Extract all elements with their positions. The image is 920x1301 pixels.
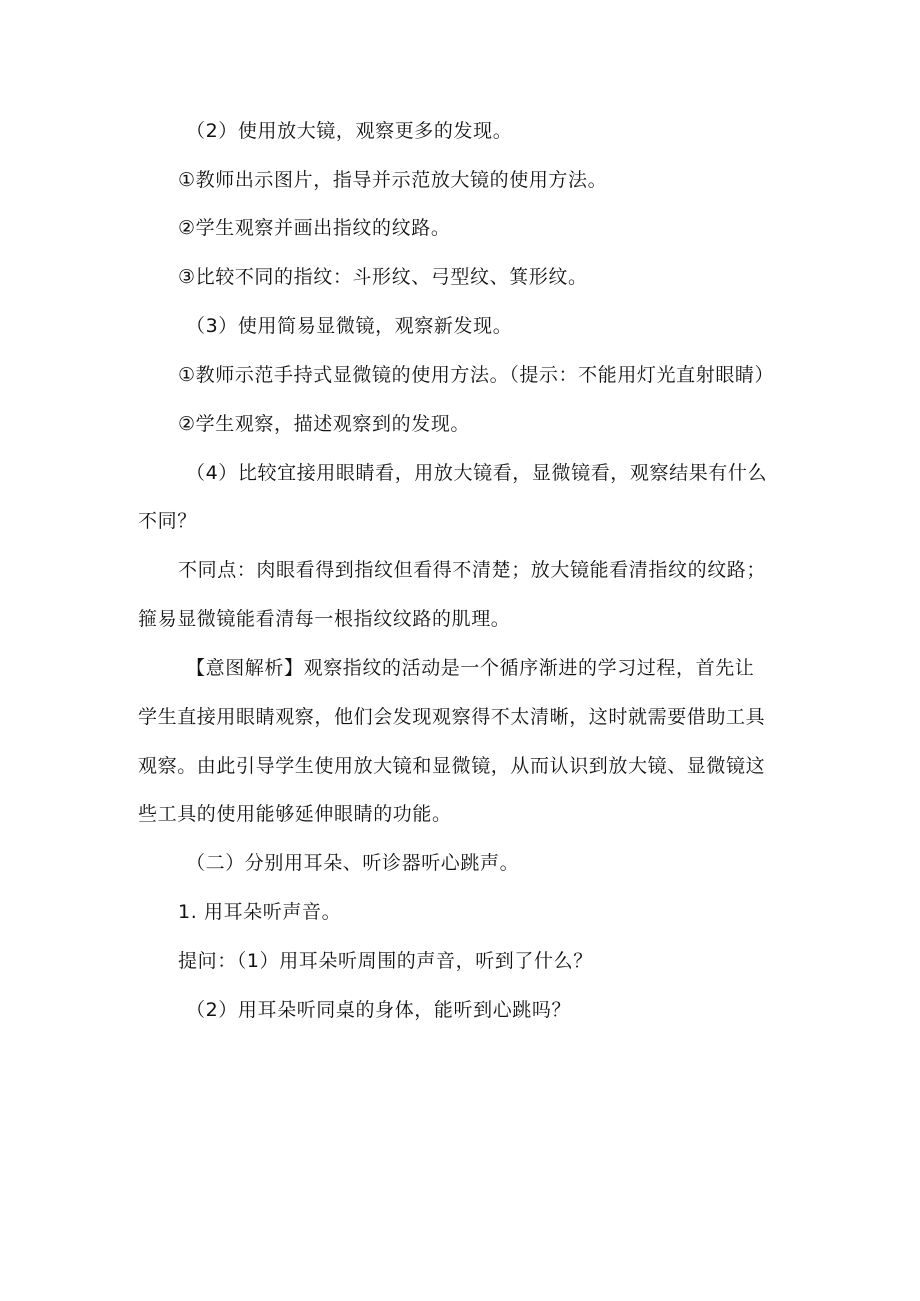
paragraph-line: 学生直接用眼睛观察，他们会发现观察得不太清晰，这时就需要借助工具 [138,706,766,728]
paragraph-line: 1. 用耳朵听声音。 [178,901,342,923]
paragraph-line: 提问：（1）用耳朵听周围的声音，听到了什么？ [178,950,593,972]
paragraph-line: 【意图解析】观察指纹的活动是一个循序渐进的学习过程，首先让 [186,657,755,679]
paragraph-line: ①教师出示图片，指导并示范放大镜的使用方法。 [178,169,608,191]
paragraph-line: （4）比较宜接用眼睛看，用放大镜看，显微镜看，观察结果有什么 [186,462,768,484]
paragraph-line: ③比较不同的指纹：斗形纹、弓型纹、箕形纹。 [178,266,588,288]
paragraph-line: （2）使用放大镜，观察更多的发现。 [186,120,513,142]
paragraph-line: （二）分别用耳朵、听诊器听心跳声。 [186,852,520,874]
paragraph-line: 些工具的使用能够延伸眼睛的功能。 [138,803,452,825]
paragraph-line: 观察。由此引导学生使用放大镜和显微镜，从而认识到放大镜、显微镜这 [138,755,766,777]
paragraph-line: 不同点：肉眼看得到指纹但看得不清楚；放大镜能看清指纹的纹路； [178,559,767,581]
paragraph-line: ②学生观察，描述观察到的发现。 [178,413,471,435]
paragraph-line: （3）使用简易显微镜，观察新发现。 [186,315,513,337]
paragraph-line: ①教师示范手持式显微镜的使用方法。（提示：不能用灯光直射眼睛） [178,364,775,386]
paragraph-line: ②学生观察并画出指纹的纹路。 [178,217,451,239]
paragraph-line: 不同？ [138,510,197,532]
paragraph-line: （2）用耳朵听同桌的身体，能听到心跳吗？ [186,999,572,1021]
paragraph-line: 箍易显微镜能看清每一根指纹纹路的肌理。 [138,608,511,630]
